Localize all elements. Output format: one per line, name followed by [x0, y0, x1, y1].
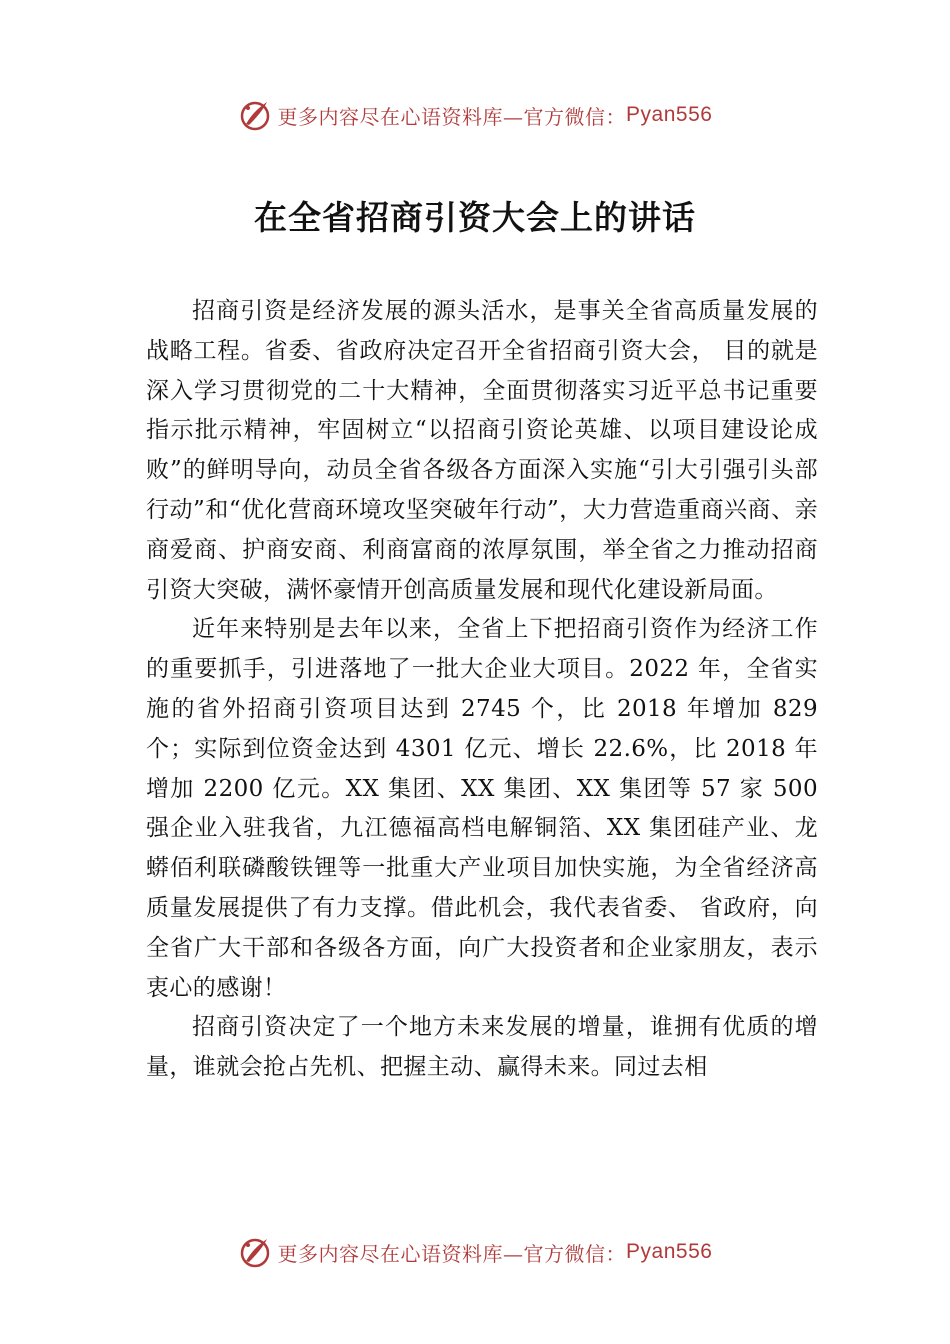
- document-body: [146, 292, 818, 1088]
- paragraph: 近年来特别是去年以来，全省上下把招商引资作为经济工作的重要抓手，引进落地了一批大企业大项目。2022 年，全省实施的省外招商引资项目达到 2745 个，比 2018 年增加 829 个；实际到位资金达到 4301 亿元、增长 22.6%，比 2018 年增加 2200 亿元。XX 集团、XX 集团、XX 集团等 57 家 500 强企业入驻我省，九江德福高档电解铜箔、XX 集团硅产业、龙蟒佰利联磷酸铁锂等一批重大产业项目加快实施，为全省经济高质量发展提供了有力支撑。借此机会，我代表省委、 省政府，向全省广大干部和各级各方面，向广大投资者和企业家朋友，表示衷心的感谢！: [146, 616, 818, 1001]
- banner-wechat-id: Pyan556: [626, 103, 713, 126]
- banner-text: 更多内容尽在心语资料库—官方微信：: [277, 104, 627, 129]
- document-title: 在全省招商引资大会上的讲话: [254, 198, 696, 237]
- banner-wechat-id: Pyan556: [626, 1240, 713, 1263]
- paragraph: 招商引资是经济发展的源头活水，是事关全省高质量发展的战略工程。省委、省政府决定召开全省招商引资大会， 目的就是深入学习贯彻党的二十大精神，全面贯彻落实习近平总书记重要指示批示精神，牢固树立“以招商引资论英雄、以项目建设论成败”的鲜明导向，动员全省各级各方面深入实施“引大引强引头部行动”和“优化营商环境攻坚突破年行动”，大力营造重商兴商、亲商爱商、护商安商、利商富商的浓厚氛围，举全省之力推动招商引资大突破，满怀豪情开创高质量发展和现代化建设新局面。: [146, 298, 818, 603]
- paragraph: 招商引资决定了一个地方未来发展的增量，谁拥有优质的增量，谁就会抢占先机、把握主动、赢得未来。同过去相: [146, 1014, 818, 1081]
- header-watermark-banner: [0, 95, 950, 135]
- pen-logo-icon: [238, 98, 272, 132]
- footer-watermark-banner: [0, 1232, 950, 1272]
- banner-text: 更多内容尽在心语资料库—官方微信：: [277, 1241, 627, 1266]
- pen-logo-icon: [238, 1235, 272, 1269]
